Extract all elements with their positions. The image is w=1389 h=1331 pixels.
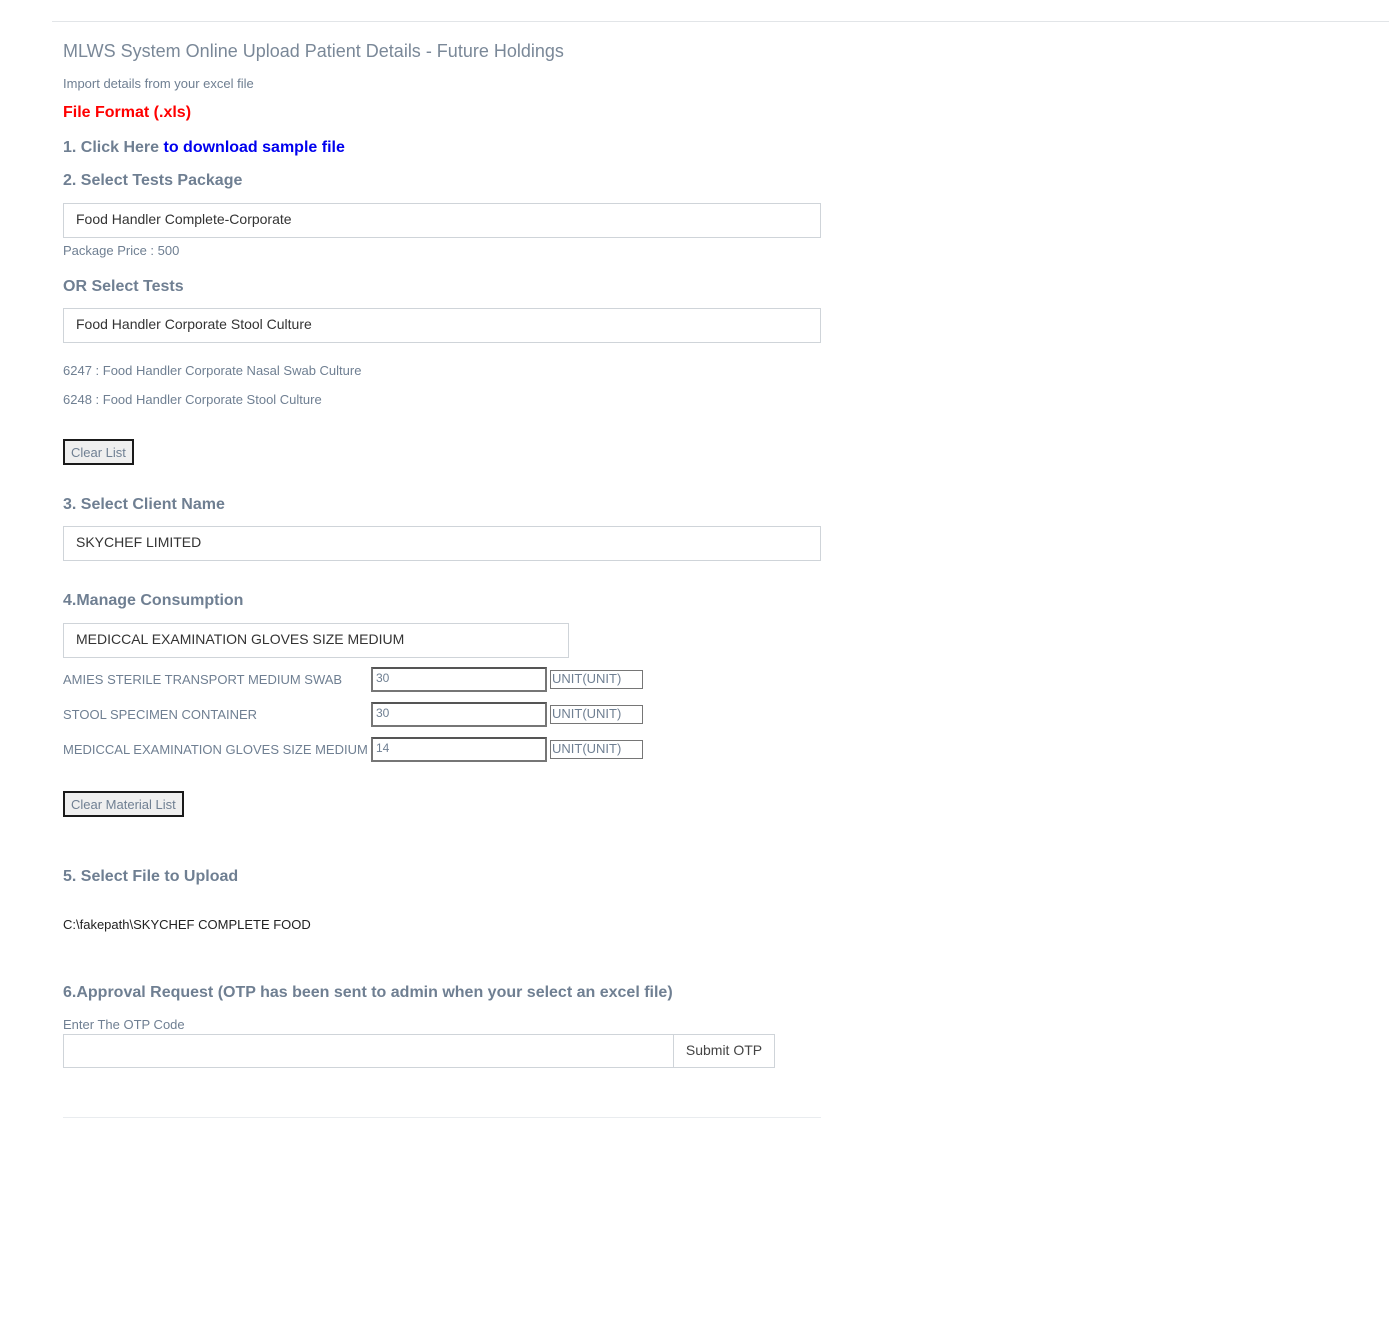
bottom-divider: [63, 1117, 821, 1118]
material-unit: UNIT(UNIT): [550, 740, 643, 759]
step5-heading: 5. Select File to Upload: [63, 868, 239, 885]
file-format-note: File Format (.xls): [63, 104, 192, 121]
page-title: MLWS System Online Upload Patient Details - Future Holdings: [63, 41, 564, 61]
material-qty-input[interactable]: 30: [371, 702, 547, 727]
import-instructions: Import details from your excel file: [63, 76, 254, 91]
submit-otp-button[interactable]: Submit OTP: [673, 1034, 775, 1068]
selected-test-item: 6247 : Food Handler Corporate Nasal Swab Culture: [63, 363, 362, 378]
tests-select[interactable]: Food Handler Corporate Stool Culture: [63, 308, 821, 343]
step1-prefix: 1. Click Here: [63, 139, 164, 156]
tests-package-select[interactable]: Food Handler Complete-Corporate: [63, 203, 821, 238]
material-unit: UNIT(UNIT): [550, 705, 643, 724]
material-unit: UNIT(UNIT): [550, 670, 643, 689]
material-qty-input[interactable]: 14: [371, 737, 547, 762]
clear-list-button[interactable]: Clear List: [63, 439, 134, 465]
download-sample-link[interactable]: to download sample file: [163, 139, 345, 156]
material-name: STOOL SPECIMEN CONTAINER: [63, 707, 258, 722]
step2-heading: 2. Select Tests Package: [63, 172, 243, 189]
step6-heading: 6.Approval Request (OTP has been sent to admin when your select an excel file): [63, 984, 673, 1001]
package-price: Package Price : 500: [63, 243, 180, 258]
material-name: AMIES STERILE TRANSPORT MEDIUM SWAB: [63, 672, 343, 687]
client-name-select[interactable]: SKYCHEF LIMITED: [63, 526, 821, 561]
otp-input[interactable]: [63, 1034, 674, 1068]
step1-heading: [63, 139, 345, 157]
material-select[interactable]: MEDICCAL EXAMINATION GLOVES SIZE MEDIUM: [63, 623, 569, 658]
file-upload-input[interactable]: C:\fakepath\SKYCHEF COMPLETE FOOD: [63, 917, 311, 932]
clear-material-list-button[interactable]: Clear Material List: [63, 791, 184, 817]
material-qty-input[interactable]: 30: [371, 667, 547, 692]
step4-heading: 4.Manage Consumption: [63, 592, 244, 609]
selected-test-item: 6248 : Food Handler Corporate Stool Culture: [63, 392, 322, 407]
top-divider: [52, 21, 1389, 22]
otp-label: Enter The OTP Code: [63, 1017, 185, 1032]
select-tests-heading: OR Select Tests: [63, 278, 184, 295]
material-name: MEDICCAL EXAMINATION GLOVES SIZE MEDIUM: [63, 742, 368, 757]
step3-heading: 3. Select Client Name: [63, 496, 225, 513]
